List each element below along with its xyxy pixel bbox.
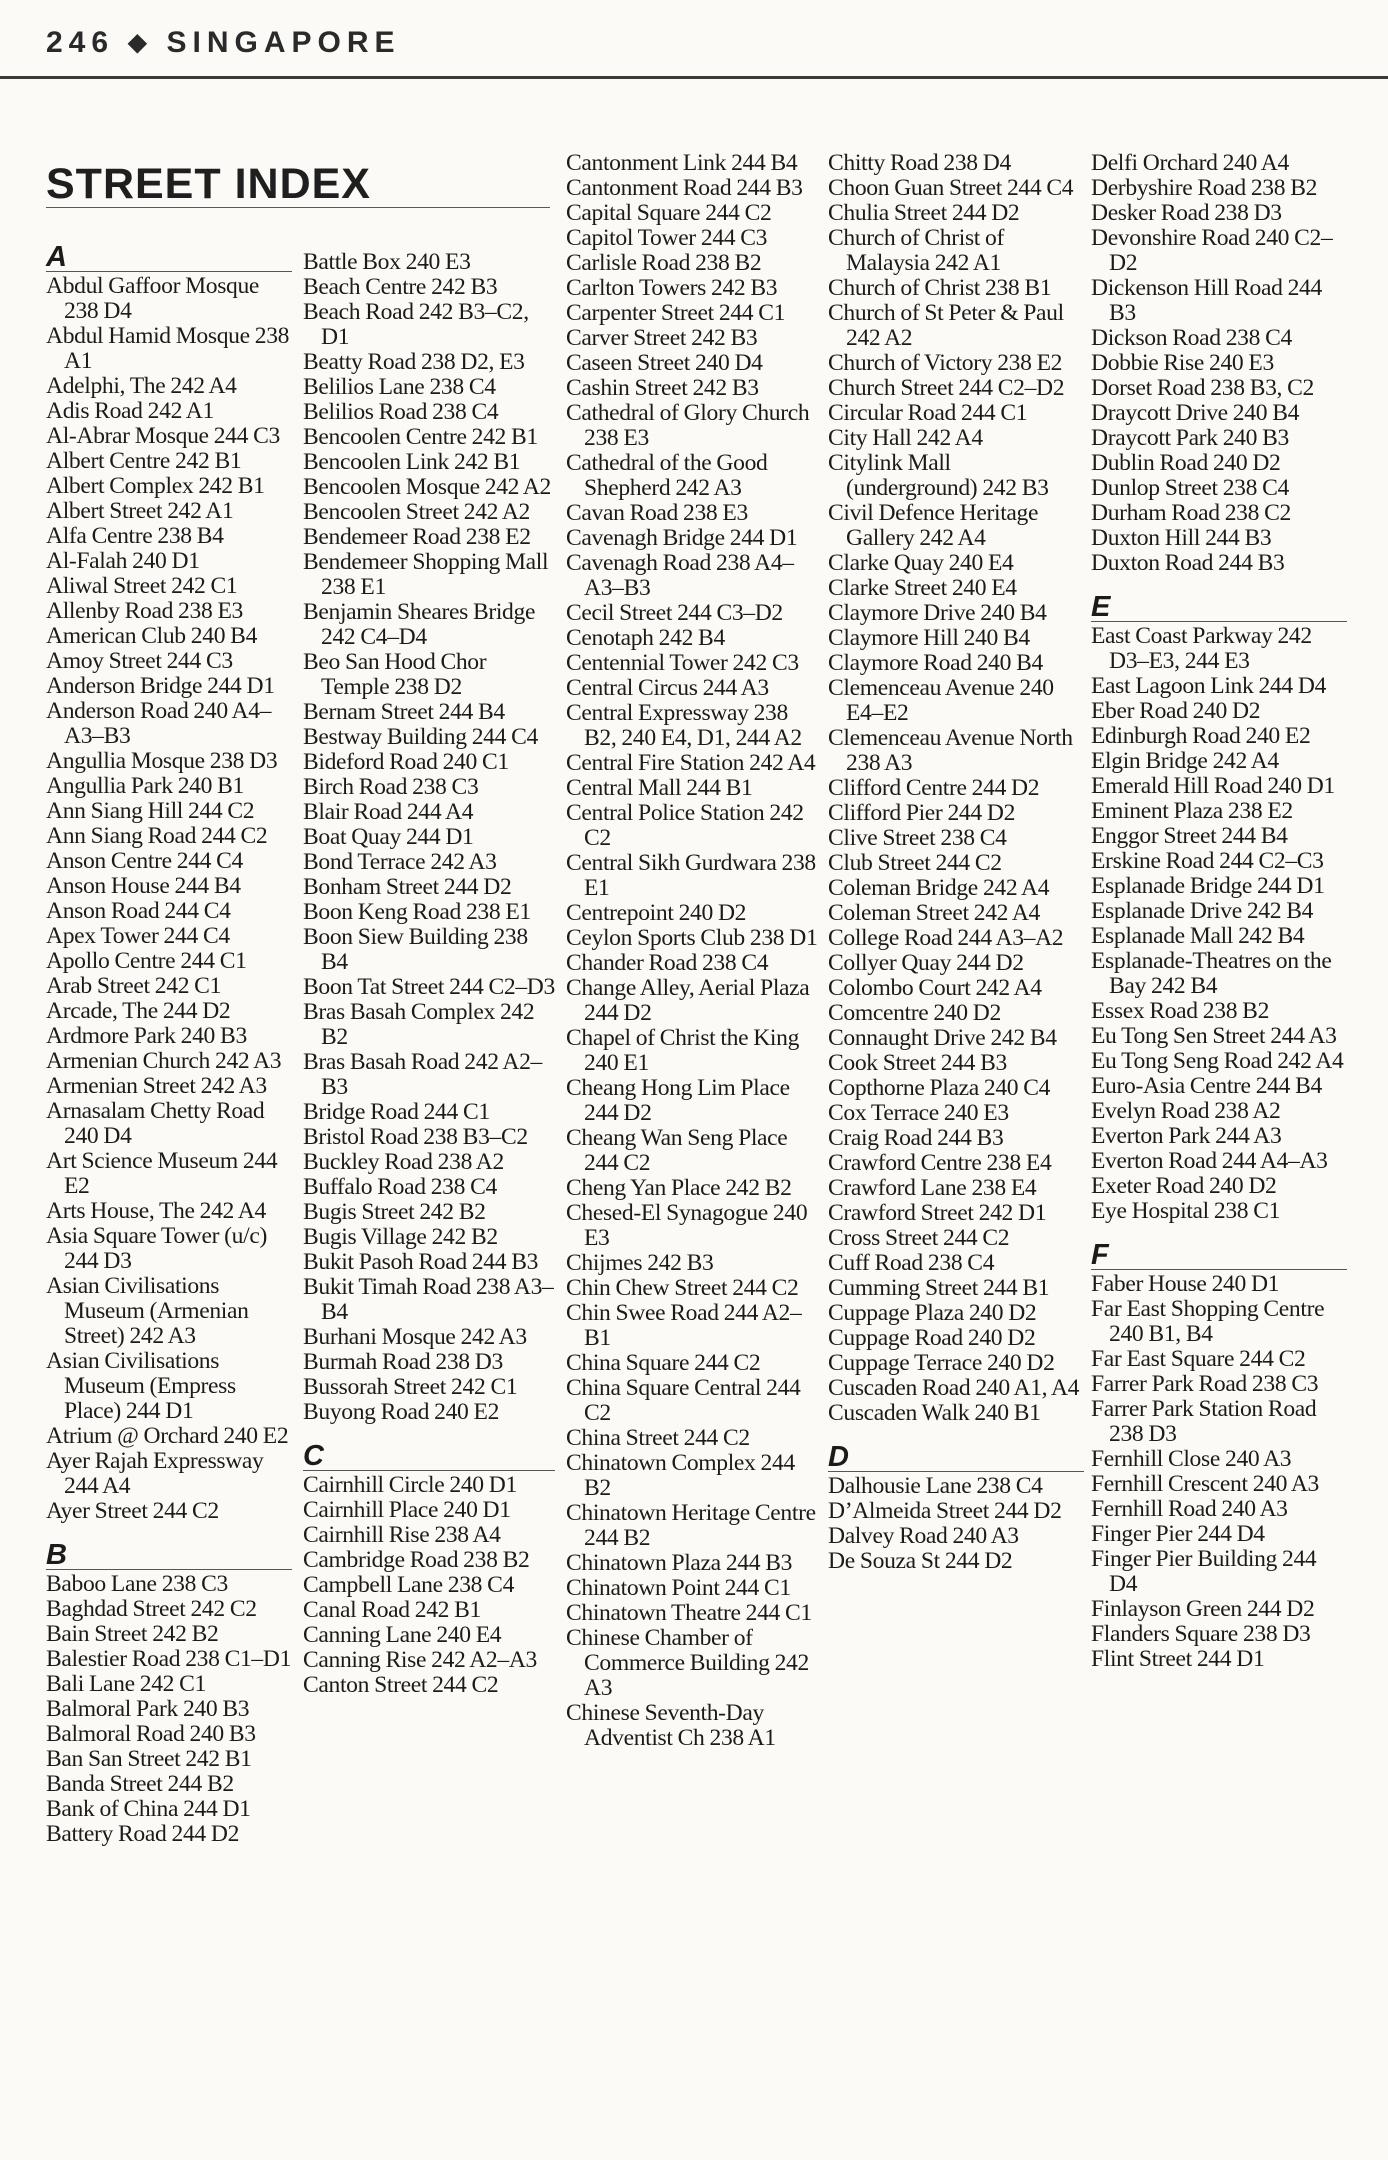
index-entry: Boon Siew Building 238 B4 — [303, 924, 528, 975]
index-entry: Cenotaph 242 B4 — [566, 625, 725, 651]
index-entry: Bencoolen Link 242 B1 — [303, 449, 521, 475]
index-entry: Draycott Park 240 B3 — [1091, 425, 1289, 451]
index-entry: Bristol Road 238 B3–C2 — [303, 1124, 528, 1150]
index-entry: Boat Quay 244 D1 — [303, 824, 474, 850]
index-entry: Bendemeer Road 238 E2 — [303, 524, 531, 550]
section-letter-heading: D — [828, 1443, 1084, 1472]
index-entry: Carpenter Street 244 C1 — [566, 300, 786, 326]
index-entry: Church of St Peter & Paul 242 A2 — [828, 300, 1064, 351]
index-entry: Colombo Court 242 A4 — [828, 975, 1042, 1001]
index-entry: Crawford Street 242 D1 — [828, 1200, 1047, 1226]
index-entry: Civil Defence Heritage Gallery 242 A4 — [828, 500, 1039, 551]
index-entry: Cambridge Road 238 B2 — [303, 1547, 530, 1573]
index-entry: Eu Tong Seng Road 242 A4 — [1091, 1048, 1344, 1074]
index-entry: Bussorah Street 242 C1 — [303, 1374, 518, 1400]
index-entry: Far East Shopping Centre 240 B1, B4 — [1091, 1296, 1325, 1347]
index-entry: Cairnhill Place 240 D1 — [303, 1497, 511, 1523]
index-entry: Baboo Lane 238 C3 — [46, 1571, 228, 1597]
index-entry: Balmoral Park 240 B3 — [46, 1696, 250, 1722]
index-entry: Esplanade-Theatres on the Bay 242 B4 — [1091, 948, 1332, 999]
index-column-1 — [46, 243, 292, 1847]
index-entry: Ann Siang Hill 244 C2 — [46, 798, 255, 824]
index-entry: Ardmore Park 240 B3 — [46, 1023, 247, 1049]
index-entry: Adis Road 242 A1 — [46, 398, 214, 424]
index-entry: Duxton Road 244 B3 — [1091, 550, 1285, 576]
index-entry: Cuscaden Walk 240 B1 — [828, 1400, 1041, 1426]
index-entry: Derbyshire Road 238 B2 — [1091, 175, 1318, 201]
index-entry: D’Almeida Street 244 D2 — [828, 1498, 1062, 1524]
index-entry: Clemenceau Avenue North 238 A3 — [828, 725, 1073, 776]
index-entry: Eber Road 240 D2 — [1091, 698, 1261, 724]
index-column-3 — [566, 151, 818, 1751]
index-section — [1091, 1241, 1347, 1672]
index-entry: Belilios Lane 238 C4 — [303, 374, 496, 400]
index-entry: Carlton Towers 242 B3 — [566, 275, 778, 301]
index-entry: Club Street 244 C2 — [828, 850, 1002, 876]
index-section — [303, 1442, 555, 1698]
index-entry: Finger Pier 244 D4 — [1091, 1521, 1265, 1547]
index-entry: Beatty Road 238 D2, E3 — [303, 349, 525, 375]
index-entry: Cavenagh Road 238 A4–A3–B3 — [566, 550, 794, 601]
index-entry: Cumming Street 244 B1 — [828, 1275, 1050, 1301]
index-entry: Anderson Bridge 244 D1 — [46, 673, 275, 699]
index-entry: Burmah Road 238 D3 — [303, 1349, 503, 1375]
index-entry: Capitol Tower 244 C3 — [566, 225, 768, 251]
index-entry: Cross Street 244 C2 — [828, 1225, 1010, 1251]
index-entry: Cuppage Road 240 D2 — [828, 1325, 1036, 1351]
index-entry: Bugis Village 242 B2 — [303, 1224, 498, 1250]
index-entry: Craig Road 244 B3 — [828, 1125, 1004, 1151]
index-entry: Dalvey Road 240 A3 — [828, 1523, 1019, 1549]
index-entry: Clive Street 238 C4 — [828, 825, 1007, 851]
index-entry: Claymore Road 240 B4 — [828, 650, 1043, 676]
index-entry: Farrer Park Station Road 238 D3 — [1091, 1396, 1317, 1447]
index-entry: Desker Road 238 D3 — [1091, 200, 1282, 226]
index-entry: Dickson Road 238 C4 — [1091, 325, 1292, 351]
index-entry: Al-Abrar Mosque 244 C3 — [46, 423, 280, 449]
index-entry: Cox Terrace 240 E3 — [828, 1100, 1009, 1126]
index-entry: Cathedral of the Good Shepherd 242 A3 — [566, 450, 768, 501]
index-entry: Canal Road 242 B1 — [303, 1597, 482, 1623]
index-entry: Asian Civilisations Museum (Empress Place) 244 D1 — [46, 1348, 236, 1424]
index-entry: Cairnhill Rise 238 A4 — [303, 1522, 501, 1548]
index-column-4 — [828, 151, 1084, 1574]
index-entry: Art Science Museum 244 E2 — [46, 1148, 278, 1199]
index-entry: Balmoral Road 240 B3 — [46, 1721, 256, 1747]
index-entry: Buffalo Road 238 C4 — [303, 1174, 497, 1200]
index-entry: Bank of China 244 D1 — [46, 1796, 251, 1822]
index-entry: Copthorne Plaza 240 C4 — [828, 1075, 1051, 1101]
index-entry: Bencoolen Street 242 A2 — [303, 499, 530, 525]
index-entry: Fernhill Road 240 A3 — [1091, 1496, 1288, 1522]
index-entry: Bain Street 242 B2 — [46, 1621, 219, 1647]
section-letter-heading: E — [1091, 593, 1347, 622]
index-entry: Cantonment Road 244 B3 — [566, 175, 803, 201]
index-entry: Arab Street 242 C1 — [46, 973, 222, 999]
index-entry: Church Street 244 C2–D2 — [828, 375, 1065, 401]
index-entry: Clifford Centre 244 D2 — [828, 775, 1040, 801]
index-entry: Cavan Road 238 E3 — [566, 500, 748, 526]
index-entry: Central Police Station 242 C2 — [566, 800, 804, 851]
index-entry: Chulia Street 244 D2 — [828, 200, 1020, 226]
index-entry: Bali Lane 242 C1 — [46, 1671, 206, 1697]
section-letter-heading: F — [1091, 1241, 1347, 1270]
index-entry: Amoy Street 244 C3 — [46, 648, 233, 674]
index-entry: Bridge Road 244 C1 — [303, 1099, 490, 1125]
index-entry: Duxton Hill 244 B3 — [1091, 525, 1272, 551]
index-entry: Faber House 240 D1 — [1091, 1271, 1280, 1297]
section-letter-heading: C — [303, 1442, 555, 1471]
index-entry: Essex Road 238 B2 — [1091, 998, 1270, 1024]
index-entry: Devonshire Road 240 C2–D2 — [1091, 225, 1333, 276]
page-number: 246 — [46, 26, 115, 59]
index-entry: Buyong Road 240 E2 — [303, 1399, 500, 1425]
index-entry: Anson House 244 B4 — [46, 873, 241, 899]
index-entry: Bukit Pasoh Road 244 B3 — [303, 1249, 539, 1275]
index-entry: Eu Tong Sen Street 244 A3 — [1091, 1023, 1337, 1049]
index-entry: Canning Rise 242 A2–A3 — [303, 1647, 537, 1673]
index-entry: Bugis Street 242 B2 — [303, 1199, 486, 1225]
index-entry: Fernhill Close 240 A3 — [1091, 1446, 1292, 1472]
index-entry: Chitty Road 238 D4 — [828, 150, 1011, 176]
index-entry: Draycott Drive 240 B4 — [1091, 400, 1300, 426]
index-entry: Crawford Lane 238 E4 — [828, 1175, 1037, 1201]
index-entry: East Lagoon Link 244 D4 — [1091, 673, 1327, 699]
index-entry: Arnasalam Chetty Road 240 D4 — [46, 1098, 265, 1149]
index-entry: Chin Swee Road 244 A2–B1 — [566, 1300, 802, 1351]
index-entry: Flint Street 244 D1 — [1091, 1646, 1265, 1672]
index-entry: Chinatown Complex 244 B2 — [566, 1450, 795, 1501]
index-entry: Comcentre 240 D2 — [828, 1000, 1001, 1026]
index-entry: Battery Road 244 D2 — [46, 1821, 240, 1847]
index-section — [46, 1541, 292, 1847]
index-entry: Cathedral of Glory Church 238 E3 — [566, 400, 810, 451]
index-entry: Dalhousie Lane 238 C4 — [828, 1473, 1043, 1499]
index-entry: Delfi Orchard 240 A4 — [1091, 150, 1289, 176]
index-entry: Birch Road 238 C3 — [303, 774, 479, 800]
index-entry: Ban San Street 242 B1 — [46, 1746, 252, 1772]
index-entry: Chapel of Christ the King 240 E1 — [566, 1025, 800, 1076]
index-entry: Aliwal Street 242 C1 — [46, 573, 238, 599]
index-entry: Atrium @ Orchard 240 E2 — [46, 1423, 289, 1449]
index-entry: Chinatown Heritage Centre 244 B2 — [566, 1500, 816, 1551]
index-entry: Ayer Street 244 C2 — [46, 1498, 219, 1524]
index-entry: Carver Street 242 B3 — [566, 325, 758, 351]
index-entry: Erskine Road 244 C2–C3 — [1091, 848, 1324, 874]
index-entry: Dorset Road 238 B3, C2 — [1091, 375, 1314, 401]
index-entry: Bestway Building 244 C4 — [303, 724, 538, 750]
index-entry: Centrepoint 240 D2 — [566, 900, 747, 926]
index-entry: Everton Road 244 A4–A3 — [1091, 1148, 1328, 1174]
index-entry: Dickenson Hill Road 244 B3 — [1091, 275, 1322, 326]
index-entry: Church of Victory 238 E2 — [828, 350, 1063, 376]
index-entry: Bukit Timah Road 238 A3–B4 — [303, 1274, 554, 1325]
index-entry: Ann Siang Road 244 C2 — [46, 823, 268, 849]
index-entry: Beach Road 242 B3–C2, D1 — [303, 299, 529, 350]
index-entry: Chinatown Theatre 244 C1 — [566, 1600, 812, 1626]
index-entry: Dublin Road 240 D2 — [1091, 450, 1281, 476]
index-entry: Cairnhill Circle 240 D1 — [303, 1472, 517, 1498]
index-entry: Bendemeer Shopping Mall 238 E1 — [303, 549, 549, 600]
index-entry: Chinatown Plaza 244 B3 — [566, 1550, 793, 1576]
index-entry: Allenby Road 238 E3 — [46, 598, 243, 624]
index-entry: Banda Street 244 B2 — [46, 1771, 234, 1797]
index-entry: Esplanade Drive 242 B4 — [1091, 898, 1314, 924]
index-entry: Central Mall 244 B1 — [566, 775, 753, 801]
index-entry: Arts House, The 242 A4 — [46, 1198, 266, 1224]
index-entry: Cantonment Link 244 B4 — [566, 150, 798, 176]
index-entry: Boon Keng Road 238 E1 — [303, 899, 531, 925]
index-entry: Chin Chew Street 244 C2 — [566, 1275, 799, 1301]
index-entry: Apex Tower 244 C4 — [46, 923, 230, 949]
index-entry: Armenian Street 242 A3 — [46, 1073, 267, 1099]
index-entry: Carlisle Road 238 B2 — [566, 250, 762, 276]
index-entry: Collyer Quay 244 D2 — [828, 950, 1024, 976]
index-entry: Bernam Street 244 B4 — [303, 699, 505, 725]
index-entry: Angullia Mosque 238 D3 — [46, 748, 278, 774]
index-entry: Beo San Hood Chor Temple 238 D2 — [303, 649, 487, 700]
index-entry: Crawford Centre 238 E4 — [828, 1150, 1052, 1176]
index-entry: Fernhill Crescent 240 A3 — [1091, 1471, 1319, 1497]
index-entry: Cavenagh Bridge 244 D1 — [566, 525, 798, 551]
index-entry: Enggor Street 244 B4 — [1091, 823, 1288, 849]
index-entry: Abdul Hamid Mosque 238 A1 — [46, 323, 290, 374]
index-entry: Cuff Road 238 C4 — [828, 1250, 995, 1276]
index-entry: Clarke Street 240 E4 — [828, 575, 1017, 601]
index-entry: Bencoolen Mosque 242 A2 — [303, 474, 551, 500]
index-entry: Bond Terrace 242 A3 — [303, 849, 497, 875]
index-entry: Change Alley, Aerial Plaza 244 D2 — [566, 975, 810, 1026]
index-entry: Chinese Seventh-Day Adventist Ch 238 A1 — [566, 1700, 776, 1751]
index-entry: Farrer Park Road 238 C3 — [1091, 1371, 1319, 1397]
index-entry: Balestier Road 238 C1–D1 — [46, 1646, 292, 1672]
index-entry: Choon Guan Street 244 C4 — [828, 175, 1074, 201]
index-entry: Ceylon Sports Club 238 D1 — [566, 925, 818, 951]
index-entry: Chander Road 238 C4 — [566, 950, 769, 976]
index-section — [828, 1443, 1084, 1574]
index-entry: Caseen Street 240 D4 — [566, 350, 763, 376]
running-head — [46, 26, 401, 60]
index-section — [1091, 593, 1347, 1224]
index-entry: Bideford Road 240 C1 — [303, 749, 509, 775]
index-entry: Ayer Rajah Expressway 244 A4 — [46, 1448, 264, 1499]
index-column-5 — [1091, 151, 1347, 1672]
section-letter-heading: A — [46, 243, 292, 272]
index-entry: Clemenceau Avenue 240 E4–E2 — [828, 675, 1054, 726]
index-entry: Asia Square Tower (u/c) 244 D3 — [46, 1223, 267, 1274]
index-entry: Cheng Yan Place 242 B2 — [566, 1175, 792, 1201]
index-entry: Albert Street 242 A1 — [46, 498, 234, 524]
index-entry: Church of Christ 238 B1 — [828, 275, 1052, 301]
index-entry: Buckley Road 238 A2 — [303, 1149, 504, 1175]
index-entry: De Souza St 244 D2 — [828, 1548, 1013, 1574]
index-entry: Finger Pier Building 244 D4 — [1091, 1546, 1317, 1597]
index-entry: Elgin Bridge 242 A4 — [1091, 748, 1279, 774]
index-section — [828, 151, 1084, 1426]
index-entry: China Street 244 C2 — [566, 1425, 750, 1451]
index-entry: Coleman Bridge 242 A4 — [828, 875, 1050, 901]
index-entry: Cuppage Plaza 240 D2 — [828, 1300, 1037, 1326]
running-title: SINGAPORE — [166, 26, 401, 59]
index-entry: Belilios Road 238 C4 — [303, 399, 499, 425]
index-entry: Esplanade Mall 242 B4 — [1091, 923, 1305, 949]
index-entry: Benjamin Sheares Bridge 242 C4–D4 — [303, 599, 536, 650]
index-entry: Albert Complex 242 B1 — [46, 473, 265, 499]
index-entry: Claymore Hill 240 B4 — [828, 625, 1030, 651]
index-entry: Canton Street 244 C2 — [303, 1672, 499, 1698]
index-entry: Bras Basah Road 242 A2–B3 — [303, 1049, 542, 1100]
index-entry: City Hall 242 A4 — [828, 425, 983, 451]
index-entry: Emerald Hill Road 240 D1 — [1091, 773, 1335, 799]
index-entry: Cheang Wan Seng Place 244 C2 — [566, 1125, 788, 1176]
index-entry: Arcade, The 244 D2 — [46, 998, 231, 1024]
index-entry: Circular Road 244 C1 — [828, 400, 1028, 426]
index-entry: Central Fire Station 242 A4 — [566, 750, 816, 776]
index-entry: Al-Falah 240 D1 — [46, 548, 200, 574]
index-entry: Finlayson Green 244 D2 — [1091, 1596, 1315, 1622]
index-entry: Evelyn Road 238 A2 — [1091, 1098, 1281, 1124]
index-entry: China Square 244 C2 — [566, 1350, 761, 1376]
index-entry: Claymore Drive 240 B4 — [828, 600, 1047, 626]
index-entry: Central Sikh Gurdwara 238 E1 — [566, 850, 816, 901]
index-entry: Durham Road 238 C2 — [1091, 500, 1291, 526]
index-entry: Central Circus 244 A3 — [566, 675, 769, 701]
index-entry: Dunlop Street 238 C4 — [1091, 475, 1289, 501]
index-entry: Eminent Plaza 238 E2 — [1091, 798, 1293, 824]
index-entry: Chijmes 242 B3 — [566, 1250, 714, 1276]
index-entry: Albert Centre 242 B1 — [46, 448, 242, 474]
index-entry: Anson Centre 244 C4 — [46, 848, 243, 874]
index-section — [303, 250, 555, 1425]
index-entry: Exeter Road 240 D2 — [1091, 1173, 1277, 1199]
index-entry: Clifford Pier 244 D2 — [828, 800, 1016, 826]
index-entry: Boon Tat Street 244 C2–D3 — [303, 974, 555, 1000]
index-entry: Esplanade Bridge 244 D1 — [1091, 873, 1325, 899]
index-entry: Bencoolen Centre 242 B1 — [303, 424, 538, 450]
index-entry: Cecil Street 244 C3–D2 — [566, 600, 783, 626]
index-entry: American Club 240 B4 — [46, 623, 258, 649]
index-entry: Flanders Square 238 D3 — [1091, 1621, 1311, 1647]
index-entry: Central Expressway 238 B2, 240 E4, D1, 244 A2 — [566, 700, 802, 751]
index-section — [1091, 151, 1347, 576]
header-rule — [0, 76, 1388, 79]
index-entry: Cuscaden Road 240 A1, A4 — [828, 1375, 1080, 1401]
index-entry: Eye Hospital 238 C1 — [1091, 1198, 1281, 1224]
index-entry: Burhani Mosque 242 A3 — [303, 1324, 527, 1350]
index-entry: Edinburgh Road 240 E2 — [1091, 723, 1311, 749]
index-entry: Capital Square 244 C2 — [566, 200, 772, 226]
index-entry: Beach Centre 242 B3 — [303, 274, 498, 300]
index-entry: Canning Lane 240 E4 — [303, 1622, 502, 1648]
index-entry: Chinatown Point 244 C1 — [566, 1575, 791, 1601]
section-letter-heading: B — [46, 1541, 292, 1570]
page-title: STREET INDEX — [46, 160, 371, 208]
index-entry: Euro-Asia Centre 244 B4 — [1091, 1073, 1322, 1099]
index-entry: East Coast Parkway 242 D3–E3, 244 E3 — [1091, 623, 1312, 674]
index-entry: Anderson Road 240 A4–A3–B3 — [46, 698, 272, 749]
index-column-2 — [303, 250, 555, 1698]
index-entry: China Square Central 244 C2 — [566, 1375, 801, 1426]
index-entry: Cook Street 244 B3 — [828, 1050, 1007, 1076]
index-entry: Centennial Tower 242 C3 — [566, 650, 799, 676]
index-entry: Cashin Street 242 B3 — [566, 375, 759, 401]
index-entry: Campbell Lane 238 C4 — [303, 1572, 515, 1598]
index-entry: Connaught Drive 242 B4 — [828, 1025, 1057, 1051]
index-entry: Abdul Gaffoor Mosque 238 D4 — [46, 273, 260, 324]
index-entry: Angullia Park 240 B1 — [46, 773, 244, 799]
diamond-icon: ◆ — [128, 29, 153, 56]
index-entry: Anson Road 244 C4 — [46, 898, 231, 924]
index-entry: Cuppage Terrace 240 D2 — [828, 1350, 1055, 1376]
index-entry: Armenian Church 242 A3 — [46, 1048, 282, 1074]
index-entry: Blair Road 244 A4 — [303, 799, 474, 825]
index-section — [46, 243, 292, 1524]
index-entry: Chinese Chamber of Commerce Building 242 A3 — [566, 1625, 809, 1701]
index-entry: Battle Box 240 E3 — [303, 249, 471, 275]
index-entry: Clarke Quay 240 E4 — [828, 550, 1014, 576]
index-entry: Apollo Centre 244 C1 — [46, 948, 247, 974]
index-entry: Far East Square 244 C2 — [1091, 1346, 1306, 1372]
index-entry: Dobbie Rise 240 E3 — [1091, 350, 1274, 376]
index-entry: Baghdad Street 242 C2 — [46, 1596, 257, 1622]
index-entry: Cheang Hong Lim Place 244 D2 — [566, 1075, 790, 1126]
index-entry: Bras Basah Complex 242 B2 — [303, 999, 535, 1050]
title-rule — [46, 207, 550, 208]
index-entry: Bonham Street 244 D2 — [303, 874, 512, 900]
index-section — [566, 151, 818, 1751]
index-entry: Chesed-El Synagogue 240 E3 — [566, 1200, 808, 1251]
index-entry: Asian Civilisations Museum (Armenian Street) 242 A3 — [46, 1273, 249, 1349]
index-entry: Citylink Mall (underground) 242 B3 — [828, 450, 1049, 501]
index-entry: Alfa Centre 238 B4 — [46, 523, 224, 549]
index-entry: College Road 244 A3–A2 — [828, 925, 1064, 951]
index-entry: Church of Christ of Malaysia 242 A1 — [828, 225, 1004, 276]
index-entry: Coleman Street 242 A4 — [828, 900, 1040, 926]
index-entry: Everton Park 244 A3 — [1091, 1123, 1282, 1149]
index-entry: Adelphi, The 242 A4 — [46, 373, 237, 399]
